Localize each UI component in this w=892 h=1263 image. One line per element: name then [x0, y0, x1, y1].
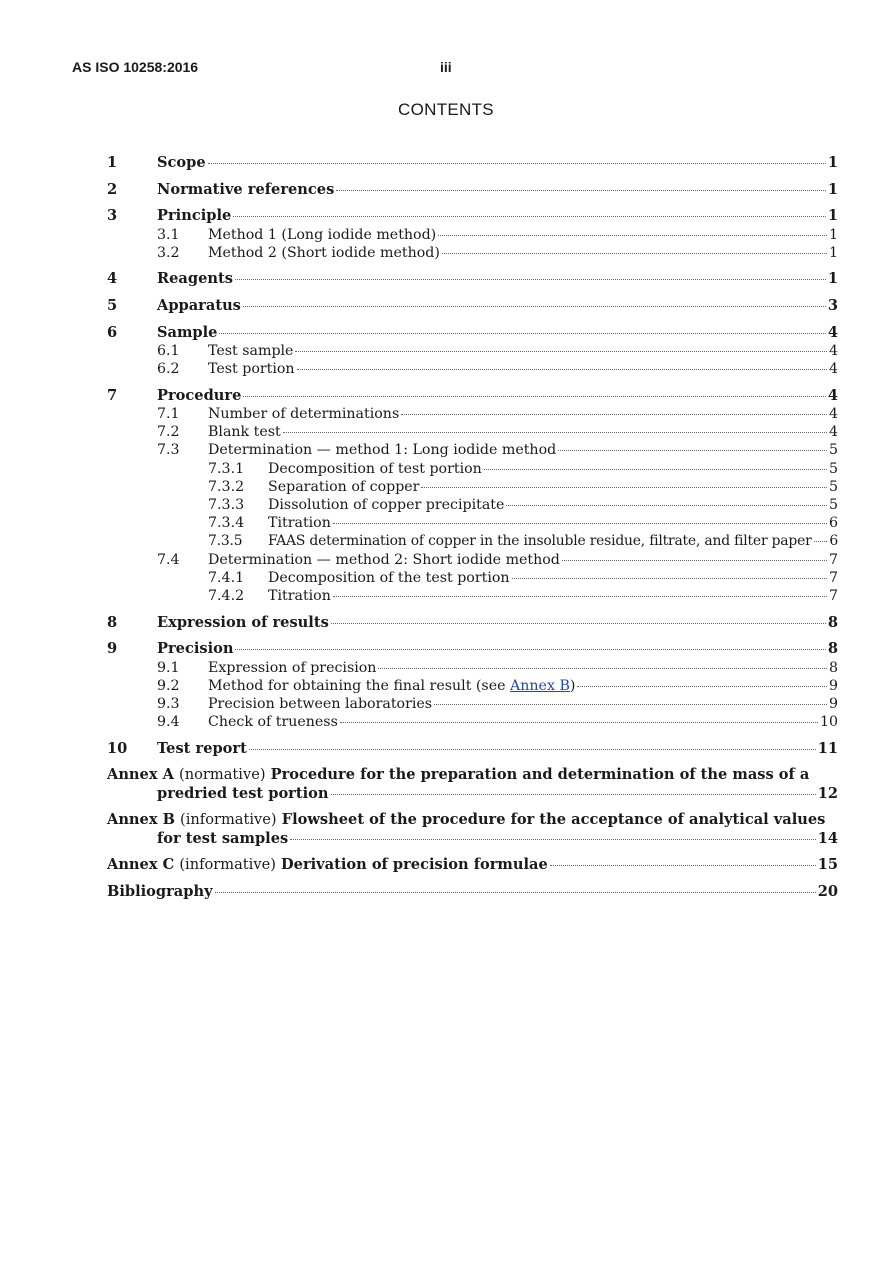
toc-page: 9 — [828, 695, 838, 712]
toc-page: 4 — [828, 406, 838, 423]
toc-page: 4 — [827, 323, 838, 341]
toc-title: Separation of copper — [268, 478, 420, 495]
toc-entry[interactable] — [107, 478, 838, 496]
toc-title: Precision between laboratories — [208, 695, 433, 712]
toc-entry[interactable] — [107, 207, 838, 225]
toc-title: Determination — method 1: Long iodide method — [208, 442, 557, 459]
annex-type: (normative) — [179, 766, 266, 784]
dot-leader — [506, 505, 827, 506]
toc-title-text: Method for obtaining the final result (see — [208, 677, 511, 694]
annex-title: Procedure for the preparation and determination of the mass of a — [270, 766, 810, 784]
annex-title: Derivation of precision formulae — [281, 856, 548, 874]
toc-page: 11 — [817, 739, 838, 757]
toc-title: Titration — [268, 515, 331, 532]
toc-page: 4 — [828, 343, 838, 359]
toc-number: 9.4 — [157, 714, 180, 731]
toc-entry[interactable] — [107, 677, 838, 695]
toc-title: Reagents — [157, 270, 233, 288]
toc-title: Determination — method 2: Short iodide method — [208, 551, 560, 568]
toc-page: 9 — [828, 677, 838, 694]
toc-page: 6 — [828, 515, 838, 532]
toc-page: 20 — [817, 882, 838, 900]
toc-title-text: ) — [569, 677, 576, 694]
toc-title: FAAS determination of copper in the insoluble residue, filtrate, and filter paper — [268, 533, 812, 550]
toc-title: Precision — [157, 640, 234, 658]
toc-annex-a-continued[interactable] — [107, 785, 838, 803]
toc-title: Check of trueness — [208, 714, 338, 731]
toc-entry[interactable] — [107, 324, 838, 342]
toc-entry[interactable] — [107, 387, 838, 405]
toc-entry[interactable] — [107, 496, 838, 514]
toc-page: 14 — [817, 829, 838, 847]
toc-entry[interactable] — [107, 569, 838, 587]
dot-leader — [340, 722, 818, 723]
annex-b-link[interactable]: Annex B — [510, 677, 570, 694]
toc-page: 1 — [827, 154, 838, 171]
toc-number: 7.4.1 — [208, 569, 245, 586]
toc-number: 6.2 — [157, 361, 180, 378]
annex-title: for test samples — [157, 829, 289, 847]
toc-title: Test sample — [208, 343, 294, 359]
toc-entry[interactable] — [107, 297, 838, 315]
annex-label: Annex A — [107, 766, 174, 784]
toc-number: 8 — [107, 613, 118, 631]
toc-entry[interactable] — [107, 640, 838, 658]
dot-leader — [336, 190, 826, 191]
dot-leader — [814, 541, 828, 542]
dot-leader — [243, 396, 825, 397]
dot-leader — [233, 216, 826, 217]
toc-title — [208, 677, 575, 695]
toc-number: 7.3 — [157, 442, 180, 459]
toc-page: 8 — [827, 613, 838, 631]
toc-title: Decomposition of test portion — [268, 460, 482, 477]
toc-number: 7.3.4 — [208, 515, 245, 532]
toc-title: Blank test — [208, 424, 281, 441]
toc-page: 1 — [828, 226, 838, 243]
toc-page: 3 — [827, 297, 838, 315]
annex-label: Annex B — [107, 811, 175, 829]
toc-title: Expression of precision — [208, 659, 377, 676]
toc-entry[interactable] — [107, 460, 838, 478]
toc-entry[interactable] — [107, 226, 838, 244]
toc-entry[interactable] — [107, 181, 838, 199]
standard-number: AS ISO 10258:2016 — [72, 59, 199, 75]
dot-leader — [331, 794, 816, 795]
toc-entry[interactable] — [107, 342, 838, 360]
toc-title: Sample — [157, 323, 218, 341]
page-title: CONTENTS — [398, 100, 494, 119]
toc-page: 5 — [828, 442, 838, 459]
toc-entry[interactable] — [107, 270, 838, 288]
dot-leader — [235, 279, 826, 280]
toc-number: 4 — [107, 270, 118, 288]
toc-title — [107, 811, 825, 829]
toc-number: 3 — [107, 207, 118, 225]
toc-title: Method 1 (Long iodide method) — [208, 226, 437, 243]
toc-title: Decomposition of the test portion — [268, 569, 510, 586]
dot-leader — [331, 623, 826, 624]
dot-leader — [577, 686, 827, 687]
toc-entry[interactable] — [107, 695, 838, 713]
toc-title: Expression of results — [157, 613, 329, 631]
toc-number: 6 — [107, 323, 118, 341]
toc-title: Principle — [157, 207, 232, 225]
toc-number: 7.1 — [157, 406, 180, 423]
toc-entry[interactable] — [107, 154, 838, 172]
toc-page: 4 — [828, 361, 838, 378]
toc-page: 5 — [828, 478, 838, 495]
toc-annex-c[interactable] — [107, 856, 838, 874]
toc-number: 3.1 — [157, 226, 180, 243]
toc-number: 7.3.3 — [208, 497, 245, 513]
toc-annex-b[interactable] — [107, 811, 838, 829]
toc-entry[interactable] — [107, 659, 838, 677]
dot-leader — [249, 749, 816, 750]
toc-number: 3.2 — [157, 244, 180, 261]
toc-title — [107, 856, 548, 874]
dot-leader — [290, 839, 815, 840]
toc-annex-b-continued[interactable] — [107, 830, 838, 848]
toc-number: 9.2 — [157, 677, 180, 694]
toc-page: 8 — [827, 640, 838, 658]
toc-title: Scope — [157, 154, 206, 171]
dot-leader — [401, 414, 827, 415]
toc-page: 15 — [817, 856, 838, 874]
toc-number: 7.3.2 — [208, 478, 245, 495]
toc-title — [107, 766, 809, 784]
toc-annex-a[interactable] — [107, 766, 838, 784]
toc-page: 7 — [828, 551, 838, 568]
toc-bibliography[interactable] — [107, 883, 838, 901]
toc-page: 7 — [828, 587, 838, 604]
toc-number: 9 — [107, 640, 118, 658]
toc-entry[interactable] — [107, 532, 838, 550]
annex-title: predried test portion — [157, 784, 329, 802]
dot-leader — [295, 351, 827, 352]
dot-leader — [333, 523, 827, 524]
toc-page: 12 — [817, 784, 838, 802]
dot-leader — [512, 578, 827, 579]
dot-leader — [208, 163, 826, 164]
toc-title: Titration — [268, 587, 331, 604]
toc-entry[interactable] — [107, 614, 838, 632]
annex-type: (informative) — [180, 811, 277, 829]
toc-page: 8 — [828, 659, 838, 676]
dot-leader — [378, 668, 827, 669]
toc-page: 1 — [828, 244, 838, 261]
toc-number: 5 — [107, 297, 118, 315]
toc-number: 1 — [107, 154, 118, 171]
toc-entry[interactable] — [107, 740, 838, 758]
toc-title: Procedure — [157, 386, 242, 404]
toc-number: 2 — [107, 180, 118, 198]
dot-leader — [219, 333, 825, 334]
toc-title: Test portion — [208, 361, 295, 378]
annex-label: Annex C — [107, 856, 175, 874]
toc-title: Apparatus — [157, 297, 241, 315]
page-number: iii — [440, 59, 452, 75]
dot-leader — [283, 432, 827, 433]
toc-entry[interactable] — [107, 360, 838, 378]
toc-page: 10 — [819, 714, 838, 731]
toc-number: 7.4.2 — [208, 587, 245, 604]
dot-leader — [235, 649, 825, 650]
table-of-contents — [107, 154, 838, 901]
annex-title: Flowsheet of the procedure for the acceptance of analytical values — [281, 811, 826, 829]
toc-number: 7.4 — [157, 551, 180, 568]
toc-entry[interactable] — [107, 244, 838, 262]
toc-entry[interactable] — [107, 441, 838, 459]
dot-leader — [215, 892, 816, 893]
toc-entry[interactable] — [107, 551, 838, 569]
toc-page: 1 — [827, 207, 838, 225]
toc-entry[interactable] — [107, 514, 838, 532]
dot-leader — [550, 865, 816, 866]
dot-leader — [562, 560, 827, 561]
annex-type: (informative) — [179, 856, 276, 874]
toc-page: 7 — [828, 569, 838, 586]
dot-leader — [438, 235, 827, 236]
dot-leader — [434, 704, 827, 705]
toc-entry[interactable] — [107, 587, 838, 605]
toc-entry[interactable] — [107, 423, 838, 441]
dot-leader — [297, 369, 827, 370]
toc-title: Bibliography — [107, 882, 213, 900]
toc-number: 9.3 — [157, 695, 180, 712]
toc-title: Normative references — [157, 180, 335, 198]
dot-leader — [243, 306, 826, 307]
toc-page: 5 — [828, 497, 838, 513]
toc-entry[interactable] — [107, 405, 838, 423]
dot-leader — [333, 596, 827, 597]
toc-title: Test report — [157, 739, 247, 757]
toc-number: 7.2 — [157, 424, 180, 441]
dot-leader — [558, 450, 827, 451]
toc-page: 5 — [828, 460, 838, 477]
toc-title: Dissolution of copper precipitate — [268, 497, 505, 513]
toc-page: 6 — [829, 533, 838, 550]
toc-page: 1 — [827, 180, 838, 198]
toc-page: 4 — [828, 424, 838, 441]
toc-number: 7.3.5 — [208, 533, 243, 550]
toc-number: 6.1 — [157, 343, 180, 359]
toc-number: 9.1 — [157, 659, 180, 676]
toc-number: 7.3.1 — [208, 460, 245, 477]
toc-title: Method 2 (Short iodide method) — [208, 244, 440, 261]
toc-number: 7 — [107, 386, 118, 404]
dot-leader — [442, 253, 827, 254]
toc-page: 4 — [827, 386, 838, 404]
toc-entry[interactable] — [107, 713, 838, 731]
dot-leader — [421, 487, 827, 488]
dot-leader — [484, 469, 827, 470]
toc-number: 10 — [107, 739, 128, 757]
toc-page: 1 — [827, 270, 838, 288]
toc-title: Number of determinations — [208, 406, 400, 423]
